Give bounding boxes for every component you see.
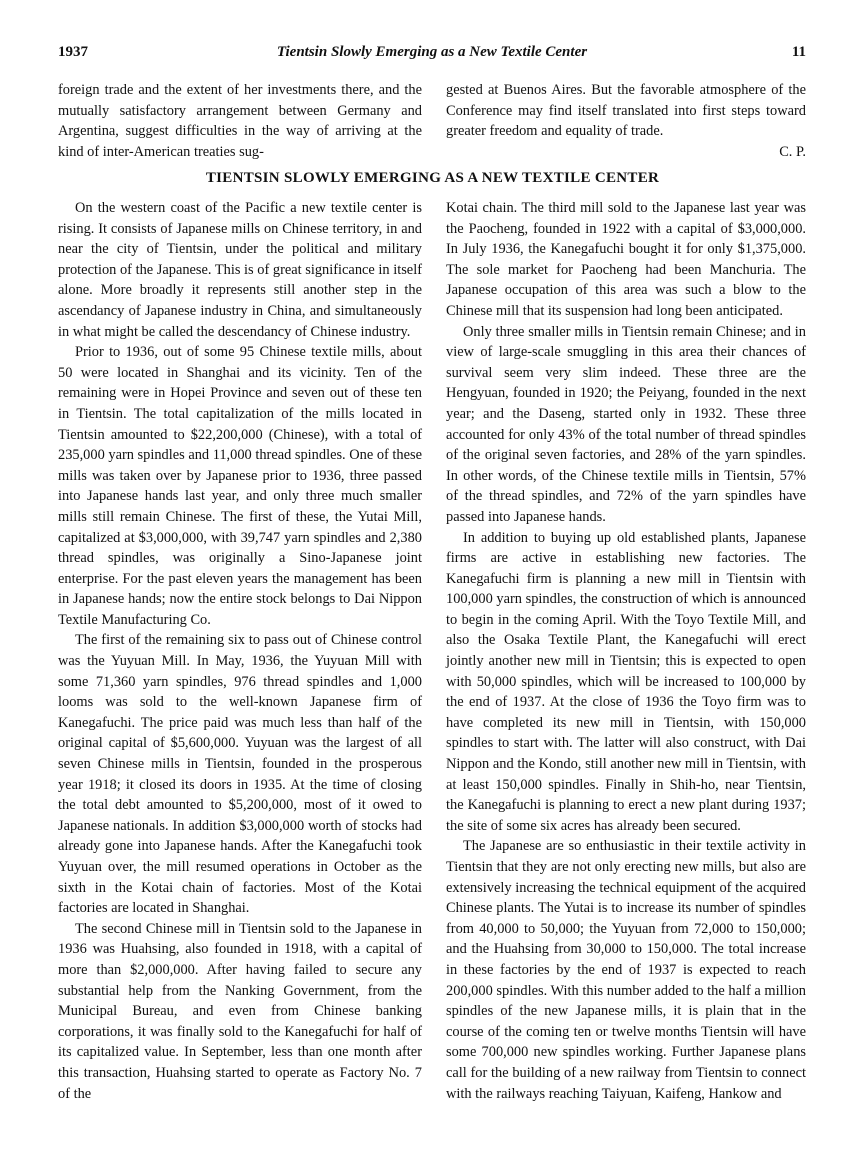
running-header bbox=[58, 44, 806, 66]
paragraph: In addition to buying up old established plants, Japanese firms are active in establishing new factories. The Kanegafuchi firm is planning a new mill in Tientsin with 100,000 yarn spindles, the construction of which is announced to begin in the coming April. With the Toyo Textile Mill, and also the Osaka Textile Plant, the Kanegafuchi will erect jointly another new mill in Tientsin; this is expected to open with 50,000 spindles, which will be increased to 100,000 by the end of 1937. At the close of 1936 the Toyo firm was to have completed its new mill in Tientsin, with 150,000 spindles to start with. The latter will also construct, with Dai Nippon and the Kondo, still another new mill in Tientsin, with at least 150,000 spindles. Finally in Shih-ho, near Tientsin, the Kanegafuchi is planning to erect a new plant during 1937; the site of some six acres has already been secured. bbox=[446, 529, 806, 834]
previous-article-text: gested at Buenos Aires. But the favorable atmosphere of the Conference may find itself translated into first steps toward greater freedom and equality of trade. bbox=[446, 82, 806, 140]
paragraph: Only three smaller mills in Tientsin remain Chinese; and in view of large-scale smuggling in this area their chances of survival seem very slim indeed. These three are the Hengyuan, founded in 1920; the Peiyang, founded in the next year; and the Daseng, started only in 1932. These three accounted for only 43% of the total number of thread spindles of the original seven factories, and 28% of the yarn spindles. In other words, of the Chinese textile mills in Tientsin, 57% of the thread spindles, and 72% of the yarn spindles have passed into Japanese hands. bbox=[446, 323, 806, 525]
article-right-column bbox=[446, 198, 806, 1104]
header-year: 1937 bbox=[58, 44, 88, 60]
page-number: 11 bbox=[791, 44, 806, 60]
paragraph-continuation: Kotai chain. The third mill sold to the Japanese last year was the Paocheng, founded in 1922 with a capital of $3,000,000. In July 1936, the Kanegafuchi bought it for only $1,375,000. The sole market for Paocheng had been Manchuria. The Japanese occupation of this area was such a blow to the Chinese mill that its suspension had long been anticipated. bbox=[446, 200, 806, 319]
previous-article-right-column bbox=[446, 80, 806, 162]
paragraph: Prior to 1936, out of some 95 Chinese textile mills, about 50 were located in Shanghai and its vicinity. Ten of the remaining were in Hopei Province and seven out of these ten in Tientsin. The total capitalization of the mills located in Tientsin amounted to $22,200,000 (Chinese), with a total of 235,000 yarn spindles and 11,000 thread spindles. One of these mills was taken over by Japanese prior to 1936, three passed into Japanese hands last year, and only three much smaller mills still remain Chinese. The first of these, the Yutai Mill, capitalized at $3,000,000, with 39,747 yarn spindles and 2,380 thread spindles, was originally a Sino-Japanese joint enterprise. For the past eleven years the management has been in Japanese hands; now the entire stock belongs to Dai Nippon Textile Manufacturing Co. bbox=[58, 344, 422, 628]
article-title: TIENTSIN SLOWLY EMERGING AS A NEW TEXTILE CENTER bbox=[205, 170, 660, 186]
previous-article-left-column bbox=[58, 80, 422, 162]
paragraph: On the western coast of the Pacific a new textile center is rising. It consists of Japanese mills on Chinese territory, in and near the city of Tientsin, under the political and military protection of the Japanese. This is of great significance in itself alone. More broadly it represents still another step in the ascendancy of Japanese industry in China, and simultaneously in what might be called the descendancy of Chinese industry. bbox=[58, 200, 422, 340]
author-initials: C. P. bbox=[779, 143, 806, 160]
previous-article-text: foreign trade and the extent of her investments there, and the mutually satisfactory arrangement between Germany and Argentina, suggest difficulties in the way of arriving at the kind of inter-American treaties sug- bbox=[58, 82, 422, 160]
paragraph: The first of the remaining six to pass out of Chinese control was the Yuyuan Mill. In May, 1936, the Yuyuan Mill with some 71,360 yarn spindles, 976 thread spindles and 1,000 looms was sold to the well-known Japanese firm of Kanegafuchi. The price paid was much less than half of the original capital of $5,600,000. Yuyuan was the largest of all seven Chinese mills in Tientsin, founded in the prosperous year 1918; it closed its doors in 1935. At the time of closing the total debt amounted to $5,200,000, most of it owed to Japanese nationals. In addition $3,000,000 worth of stocks had already gone into Japanese hands. After the Kanegafuchi took Yuyuan over, the mill resumed operations in October as the sixth in the Kotai chain of factories. Most of the Kotai factories are located in Shanghai. bbox=[58, 632, 422, 917]
running-title: Tientsin Slowly Emerging as a New Textile Center bbox=[276, 44, 588, 60]
article-left-column bbox=[58, 198, 422, 1104]
paragraph: The second Chinese mill in Tientsin sold to the Japanese in 1936 was Huahsing, also founded in 1918, with a capital of more than $2,000,000. After having failed to secure any substantial help from the Nanking Government, from the Municipal Bureau, and even from Chinese banking corporations, it was finally sold to the Kanegafuchi for half of its capitalized value. In September, less than one month after this transaction, Huahsing started to operate as Factory No. 7 of the bbox=[58, 920, 422, 1102]
paragraph: The Japanese are so enthusiastic in their textile activity in Tientsin that they are not only erecting new mills, but also are extensively increasing the technical equipment of the acquired Chinese plants. The Yutai is to increase its number of spindles from 40,000 to 50,000; the Yuyuan from 72,000 to 150,000; and the Huahsing from 30,000 to 150,000. The total increase in these factories by the end of 1937 is expected to reach 200,000 spindles. With this number added to the half a million spindles of the new Japanese mills, it is plain that in the course of the coming ten or twelve months Tientsin will have some 700,000 new spindles working. Further Japanese plans call for the building of a new railway from Tientsin to connect with the railways reaching Taiyuan, Kaifeng, Hankow and bbox=[446, 838, 806, 1102]
